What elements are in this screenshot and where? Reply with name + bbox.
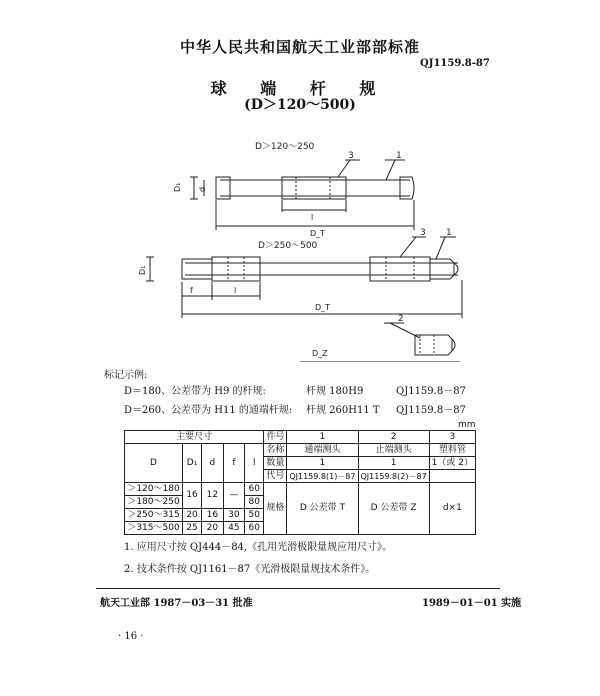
dim-D1-lower: D₁: [138, 265, 147, 275]
row-1-l: 60: [245, 483, 264, 496]
dim-d-upper: d: [198, 186, 207, 192]
spec-table: [124, 430, 476, 535]
example-heading: 标记示例:: [104, 370, 148, 381]
lower-left-sleeve: [212, 257, 260, 281]
upper-rod: [220, 180, 410, 196]
row-1-D: ＞120～180: [125, 483, 183, 496]
dim-DT-lower: D_T: [315, 303, 331, 312]
lower-rod: [185, 263, 458, 275]
part-3-no: 3: [429, 431, 475, 444]
part-3-name: 塑料管: [429, 444, 475, 457]
callout-3-lower: 3: [420, 228, 426, 238]
row-1-f: —: [223, 483, 245, 509]
part-2-no: 2: [358, 431, 429, 444]
row-3-D: ＞250～315: [125, 509, 183, 522]
row-4-f: 45: [223, 522, 245, 535]
callout-2: 2: [398, 314, 404, 324]
lower-right-sleeve: [370, 257, 430, 281]
part-3-code: [429, 470, 475, 483]
callout-3-upper: 3: [348, 151, 354, 161]
footer-divider: [96, 588, 500, 589]
row-4-l: 60: [245, 522, 264, 535]
dim-D1-upper: D₁: [173, 182, 182, 192]
col-header-f: f: [223, 444, 245, 483]
lower-left-cap: [182, 259, 212, 279]
callout-1-upper: 1: [396, 151, 402, 161]
col-header-l: l: [245, 444, 264, 483]
row-2-D: ＞180～250: [125, 496, 183, 509]
dim-l-upper: l: [311, 213, 314, 222]
example-line-2-mark: 杆规 260H11 T: [306, 405, 380, 416]
part-2-qty: 1: [358, 457, 429, 470]
dim-l-lower: l: [234, 286, 237, 295]
callout-1-lower: 1: [446, 228, 452, 238]
standard-code: QJ1159.8-87: [420, 58, 490, 69]
qty-label: 数量: [264, 457, 287, 470]
doc-title: 球 端 杆 规: [210, 79, 390, 98]
example-line-1-desc: D＝180、公差带为 H9 的杆规:: [124, 386, 266, 397]
name-label: 名称: [264, 444, 287, 457]
row-3-d: 16: [202, 509, 224, 522]
approved-line: 航天工业部 1987－03－31 批准: [100, 598, 253, 609]
dim-Dz: D_Z: [312, 349, 328, 358]
table-unit: mm: [458, 420, 476, 430]
example-line-2-std: QJ1159.8－87: [396, 405, 466, 416]
range-label-2: D＞250～500: [258, 241, 318, 251]
part-1-name: 通端测头: [287, 444, 358, 457]
row-4-d: 20: [202, 522, 224, 535]
row-1-d: 12: [202, 483, 224, 509]
lower-ball-end: [454, 263, 458, 275]
row-3-f: 30: [223, 509, 245, 522]
col-header-D1: D₁: [183, 444, 202, 483]
spec-label: 规格: [264, 483, 287, 535]
example-line-1-std: QJ1159.8－87: [396, 386, 466, 397]
part-1-no: 1: [287, 431, 358, 444]
main-dims-header: 主要尺寸: [125, 431, 264, 444]
doc-subtitle: (D＞120～500): [244, 97, 356, 113]
part-1-code: QJ1159.8(1)－87: [287, 470, 358, 483]
code-label: 代号: [264, 470, 287, 483]
part-2-name: 止端测头: [358, 444, 429, 457]
row-4-D1: 25: [183, 522, 202, 535]
dim-DT-upper: D_T: [310, 229, 326, 238]
org-standard-title: 中华人民共和国航天工业部部标准: [179, 38, 420, 56]
note-2: 2. 技术条件按 QJ1161－87《光滑极限量规技术条件》。: [124, 564, 376, 575]
row-1-D1: 16: [183, 483, 202, 509]
row-3-D1: 20: [183, 509, 202, 522]
effective-line: 1989－01－01 实施: [422, 598, 522, 609]
example-line-2-desc: D＝260、公差带为 H11 的通端杆规:: [124, 405, 293, 416]
col-header-D: D: [125, 444, 183, 483]
technical-drawing: [0, 130, 600, 362]
part-3-spec: d×1: [429, 483, 475, 535]
part-1-spec: D 公差带 T: [287, 483, 358, 535]
page-number: · 16 ·: [118, 631, 144, 642]
note-1: 1. 应用尺寸按 QJ444－84,《孔用光滑极限量规应用尺寸》。: [124, 542, 393, 553]
row-2-l: 80: [245, 496, 264, 509]
part-2-code: QJ1159.8(2)－87: [358, 470, 429, 483]
example-line-1-mark: 杆规 180H9: [306, 386, 364, 397]
part-1-qty: 1: [287, 457, 358, 470]
part-2-spec: D 公差带 Z: [358, 483, 429, 535]
row-3-l: 50: [245, 509, 264, 522]
part-3-qty: 1（或 2）: [429, 457, 475, 470]
row-4-D: ＞315～500: [125, 522, 183, 535]
col-header-d: d: [202, 444, 224, 483]
dim-f-lower: f: [190, 286, 193, 295]
part-no-label: 件号: [264, 431, 287, 444]
table-row: [125, 483, 476, 496]
range-label-1: D＞120～250: [255, 142, 315, 152]
